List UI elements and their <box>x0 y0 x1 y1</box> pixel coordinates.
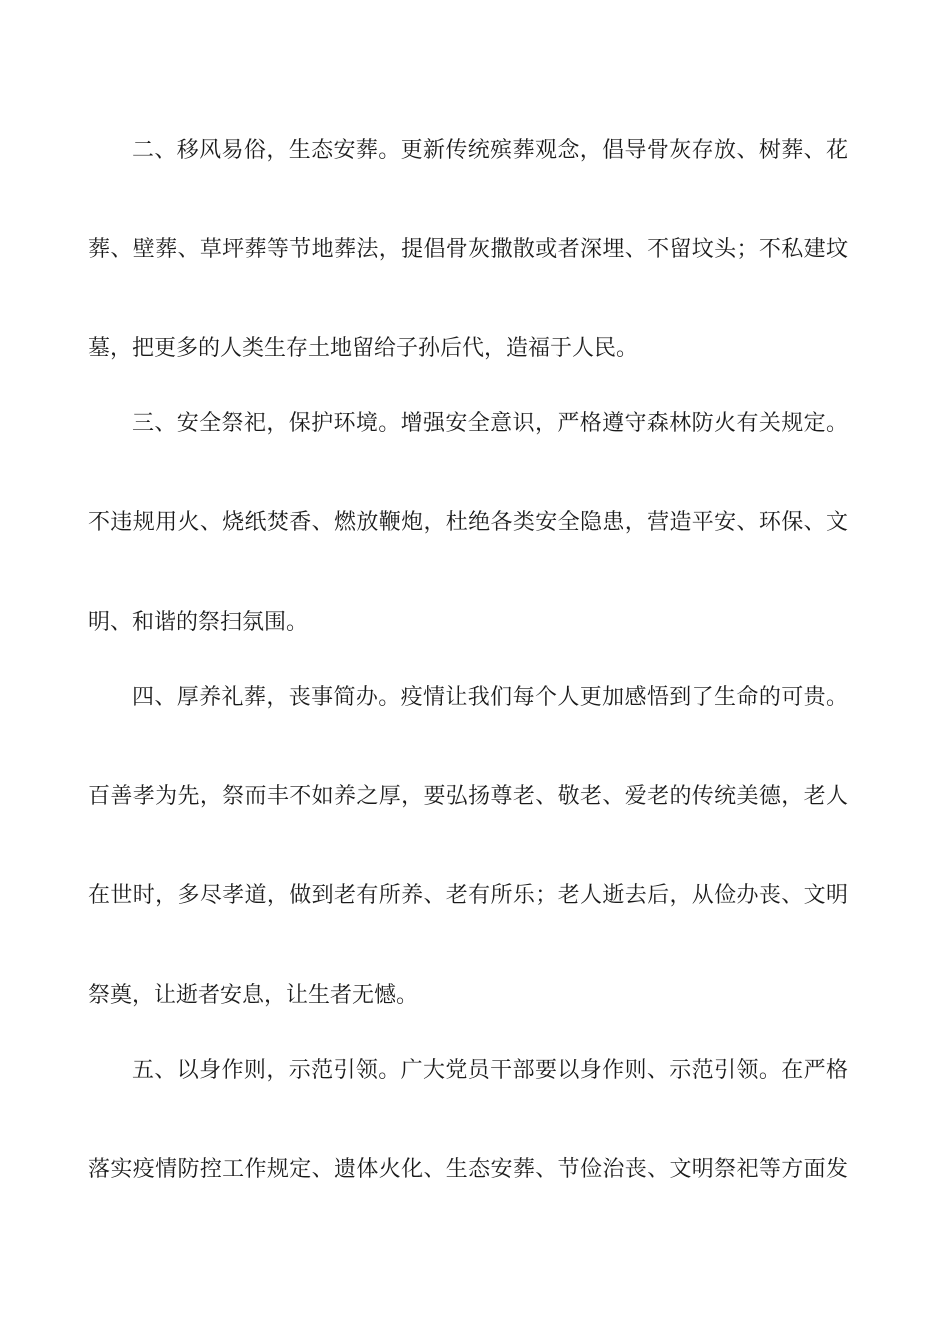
paragraph-3-line-3: 明、和谐的祭扫氛围。 <box>88 610 309 635</box>
paragraph-4-line-1: 四、厚养礼葬，丧事简办。疫情让我们每个人更加感悟到了生命的可贵。 <box>132 685 848 710</box>
paragraph-5-line-1: 五、以身作则，示范引领。广大党员干部要以身作则、示范引领。在严格 <box>132 1058 848 1083</box>
paragraph-2-line-3: 墓，把更多的人类生存土地留给子孙后代，造福于人民。 <box>88 336 639 361</box>
paragraph-2-line-2: 葬、壁葬、草坪葬等节地葬法，提倡骨灰撒散或者深埋、不留坟头；不私建坟 <box>88 237 848 262</box>
paragraph-4-line-2: 百善孝为先，祭而丰不如养之厚，要弘扬尊老、敬老、爱老的传统美德，老人 <box>88 784 848 809</box>
paragraph-3-line-2: 不违规用火、烧纸焚香、燃放鞭炮，杜绝各类安全隐患，营造平安、环保、文 <box>88 510 848 535</box>
paragraph-3-line-1: 三、安全祭祀，保护环境。增强安全意识，严格遵守森林防火有关规定。 <box>132 411 848 436</box>
paragraph-4-line-4: 祭奠，让逝者安息，让生者无憾。 <box>88 983 419 1008</box>
paragraph-5-line-2: 落实疫情防控工作规定、遗体火化、生态安葬、节俭治丧、文明祭祀等方面发 <box>88 1157 848 1182</box>
paragraph-2-line-1: 二、移风易俗，生态安葬。更新传统殡葬观念，倡导骨灰存放、树葬、花 <box>132 138 848 163</box>
paragraph-4-line-3: 在世时，多尽孝道，做到老有所养、老有所乐；老人逝去后，从俭办丧、文明 <box>88 883 848 908</box>
